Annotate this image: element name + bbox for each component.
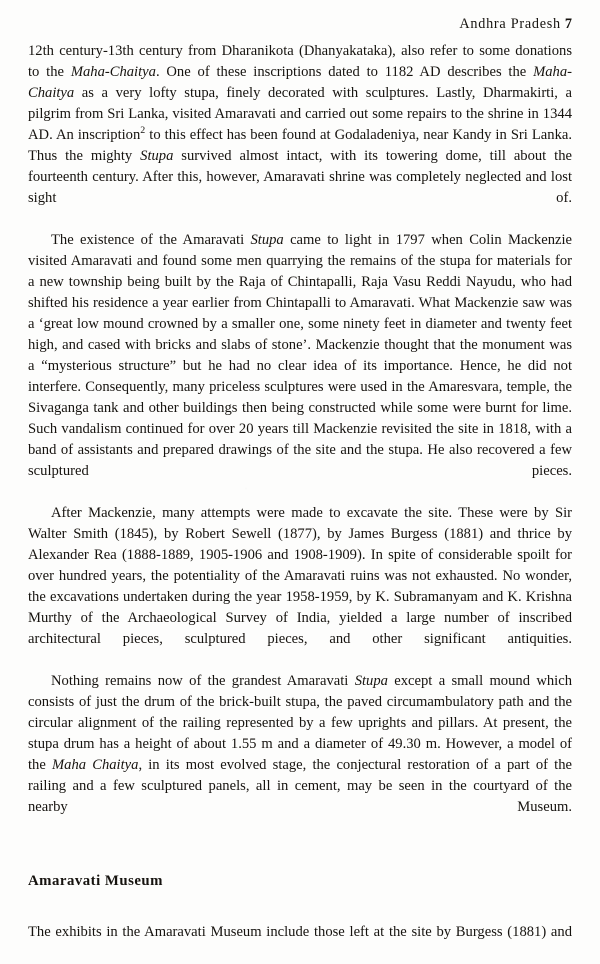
italic-term: Maha Chaitya [52,757,139,773]
body-paragraph [28,41,572,230]
closing-paragraph-list [28,922,572,964]
body-paragraph [28,671,572,839]
text-run: survived almost intact, with its towering dome, till about the fourteenth century. After this, however, Amaravati shrine was completely neglected and lost sight of. [28,148,572,206]
body-paragraph [28,922,572,964]
text-run: 12th century-13th century from Dharanikota (Dhanyakataka), also refer to some donations to the [28,43,572,80]
body-paragraph [28,503,572,671]
page-number: 7 [564,16,572,32]
text-run: except a small mound which consists of just the drum of the brick-built stupa, the paved circumambulatory path and the circular alignment of the railing represented by a few uprights and pillars. At present, the stupa drum has a height of about 1.55 m and a diameter of 49.30 m. However, a model of the [28,673,572,773]
text-run: The exhibits in the Amaravati Museum include those left at the site by Burgess (1881) and [28,924,572,940]
body-text-column [28,41,572,964]
section-heading: Amaravati Museum [28,873,163,889]
text-run: as a very lofty stupa, finely decorated with sculptures. Lastly, Dharmakirti, a pilgrim from Sri Lanka, visited Amaravati and carried out some repairs to the shrine in 1344 AD. An inscription [28,85,572,143]
paragraph-list [28,41,572,839]
text-run: . One of these inscriptions dated to 1182 AD describes the [155,64,534,80]
text-run: to this effect has been found at Godaladeniya, near Kandy in Sri Lanka. Thus the mighty [28,127,573,164]
text-run: , in its most evolved stage, the conjectural restoration of a part of the railing and a few sculptured panels, all in cement, may be seen in the courtyard of the nearby Museum. [28,757,572,815]
text-run: came to light in 1797 when Colin Mackenzie visited Amaravati and found some men quarrying the remains of the stupa for materials for a new township being built by the Raja of Chintapalli, Raja Vasu Reddi Nayudu, who had shifted his residence a year earlier from Chintapalli to Amaravati. What Mackenzie saw was a ‘great low mound crowned by a smaller one, some ninety feet in diameter and twenty feet high, and cased with bricks and slabs of stone’. Mackenzie thought that the monument was a “mysterious structure” but he had no clear idea of its importance. Hence, he did not interfere. Consequently, many priceless sculptures were used in the Amaresvara, temple, the Sivaganga tank and other buildings then being constructed while some were burnt for lime. Such vandalism continued for over 20 years till Mackenzie revisited the site in 1818, with a band of assistants and prepared drawings of the site and the stupa. He also recovered a few sculptured pieces. [28,232,572,479]
running-head-title: Andhra Pradesh [459,16,561,32]
italic-term: Maha-Chaitya [28,64,572,101]
running-head [28,17,572,31]
text-run: The existence of the Amaravati [51,232,251,248]
italic-term: Maha-Chaitya [70,64,156,80]
italic-term: Stupa [250,232,284,248]
body-paragraph [28,230,572,503]
text-run: Nothing remains now of the grandest Amaravati [51,673,355,689]
heading-spacer-below [28,892,572,922]
text-run: After Mackenzie, many attempts were made to excavate the site. These were by Sir Walter Smith (1845), by Robert Sewell (1877), by James Burgess (1881) and thrice by Alexander Rea (1888-1889, 1905-1906 and 1908-1909). In spite of considerable spoilt for over hundred years, the potentiality of the Amaravati ruins was not exhausted. No wonder, the excavations undertaken during the year 1958-1959, by K. Subramanyam and K. Krishna Murthy of the Archaeological Survey of India, yielded a large number of inscribed architectural pieces, sculptured pieces, and other significant antiquities. [28,505,572,647]
italic-term: Stupa [354,673,388,689]
heading-spacer-above [28,839,572,871]
footnote-marker: 2 [140,125,146,137]
italic-term: Stupa [140,148,174,164]
